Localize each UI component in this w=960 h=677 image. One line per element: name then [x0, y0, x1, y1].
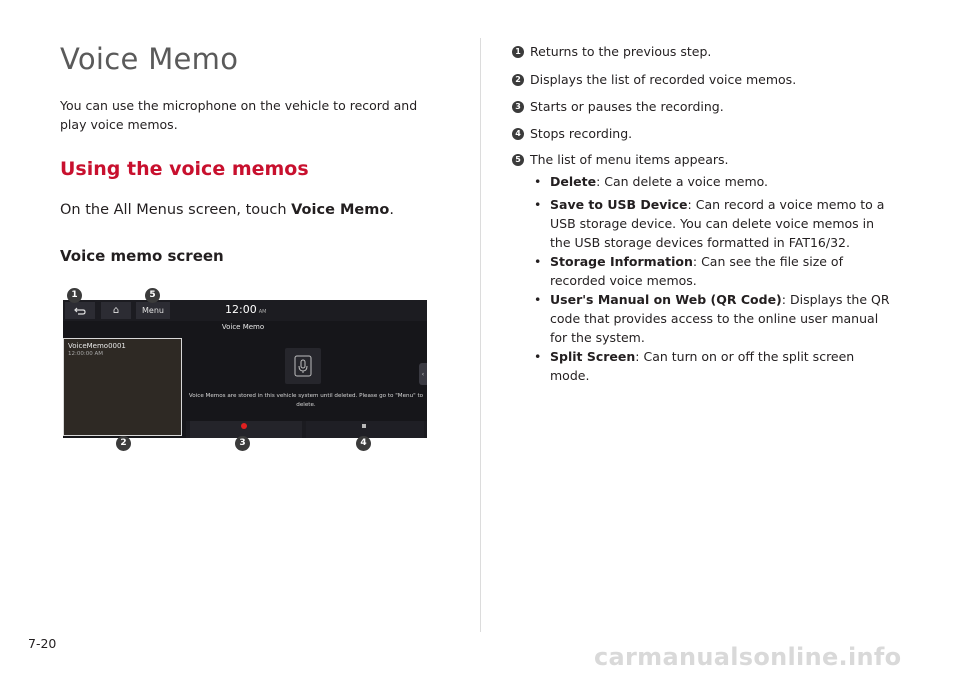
figure-subheading: Voice memo screen: [60, 247, 224, 265]
sub-item: [534, 347, 894, 385]
item-text: Returns to the previous step.: [530, 44, 712, 59]
instruction-prefix: On the All Menus screen, touch: [60, 202, 292, 218]
item-number: 3: [512, 101, 524, 113]
bullet: •: [534, 292, 542, 307]
bullet: •: [534, 349, 542, 364]
intro-text: You can use the microphone on the vehicle to record and play voice memos.: [60, 98, 418, 132]
item-number: 1: [512, 46, 524, 58]
watermark: carmanualsonline.info: [594, 643, 902, 671]
sub-item: [534, 172, 894, 191]
clock-ampm: AM: [258, 309, 267, 315]
sub-item-desc: : Displays the QR code that provides access to the online user manual for the system.: [550, 292, 890, 345]
storage-notice: Voice Memos are stored in this vehicle system until deleted. Please go to "Menu" to delete.: [188, 393, 424, 408]
bullet: •: [534, 197, 542, 212]
page-number: 7-20: [28, 636, 57, 651]
bullet: •: [534, 174, 542, 189]
clock-time: 12:00: [225, 303, 257, 316]
callout-4: 4: [356, 436, 371, 451]
item-number: 4: [512, 128, 524, 140]
split-screen-handle[interactable]: ‹: [419, 363, 427, 385]
callout-3: 3: [235, 436, 250, 451]
stop-icon: [362, 424, 366, 428]
screen-title: Voice Memo: [221, 323, 265, 331]
item-number: 2: [512, 74, 524, 86]
page-title: Voice Memo: [60, 42, 239, 76]
sub-item-term: Storage Information: [550, 254, 693, 269]
item-text: Displays the list of recorded voice memos.: [530, 72, 797, 87]
bullet: •: [534, 254, 542, 269]
sub-item: [534, 290, 894, 347]
sub-item-desc: : Can record a voice memo to a USB storage device. You can delete voice memos in the USB storage devices formatted in FAT16/32.: [550, 197, 885, 250]
sub-item-desc: : Can turn on or off the split screen mode.: [550, 349, 855, 383]
back-button[interactable]: [65, 302, 95, 319]
record-icon: [241, 423, 247, 429]
home-icon: ⌂: [112, 305, 120, 316]
back-icon: [74, 306, 86, 316]
voice-memo-screen-figure: [63, 300, 427, 438]
control-bar: [186, 421, 427, 438]
item-text: The list of menu items appears.: [530, 152, 729, 167]
sub-item-desc: : Can see the file size of recorded voice memos.: [550, 254, 843, 288]
callout-2: 2: [116, 436, 131, 451]
item-number: 5: [512, 154, 524, 166]
section-heading: Using the voice memos: [60, 158, 309, 180]
voice-memo-list[interactable]: [63, 338, 182, 436]
sub-item: [534, 195, 894, 252]
instruction-bold: Voice Memo: [291, 202, 390, 218]
home-button[interactable]: [101, 302, 131, 319]
item-text: Stops recording.: [530, 126, 633, 141]
callout-1: 1: [67, 288, 82, 303]
memo-time: 12:00:00 AM: [68, 351, 103, 357]
mic-icon: [285, 348, 321, 384]
callout-5: 5: [145, 288, 160, 303]
sub-item: [534, 252, 894, 290]
sub-item-term: Save to USB Device: [550, 197, 688, 212]
menu-button[interactable]: Menu: [136, 302, 170, 319]
column-divider: [480, 38, 481, 632]
memo-name[interactable]: VoiceMemo0001: [68, 342, 126, 350]
mic-box: [285, 348, 321, 384]
sub-item-desc: : Can delete a voice memo.: [596, 174, 769, 189]
instruction-suffix: .: [389, 202, 394, 218]
clock: [225, 303, 266, 316]
sub-item-term: Split Screen: [550, 349, 636, 364]
instruction-text: [60, 202, 394, 218]
item-text: Starts or pauses the recording.: [530, 99, 724, 114]
sub-item-term: User's Manual on Web (QR Code): [550, 292, 782, 307]
sub-item-term: Delete: [550, 174, 597, 189]
